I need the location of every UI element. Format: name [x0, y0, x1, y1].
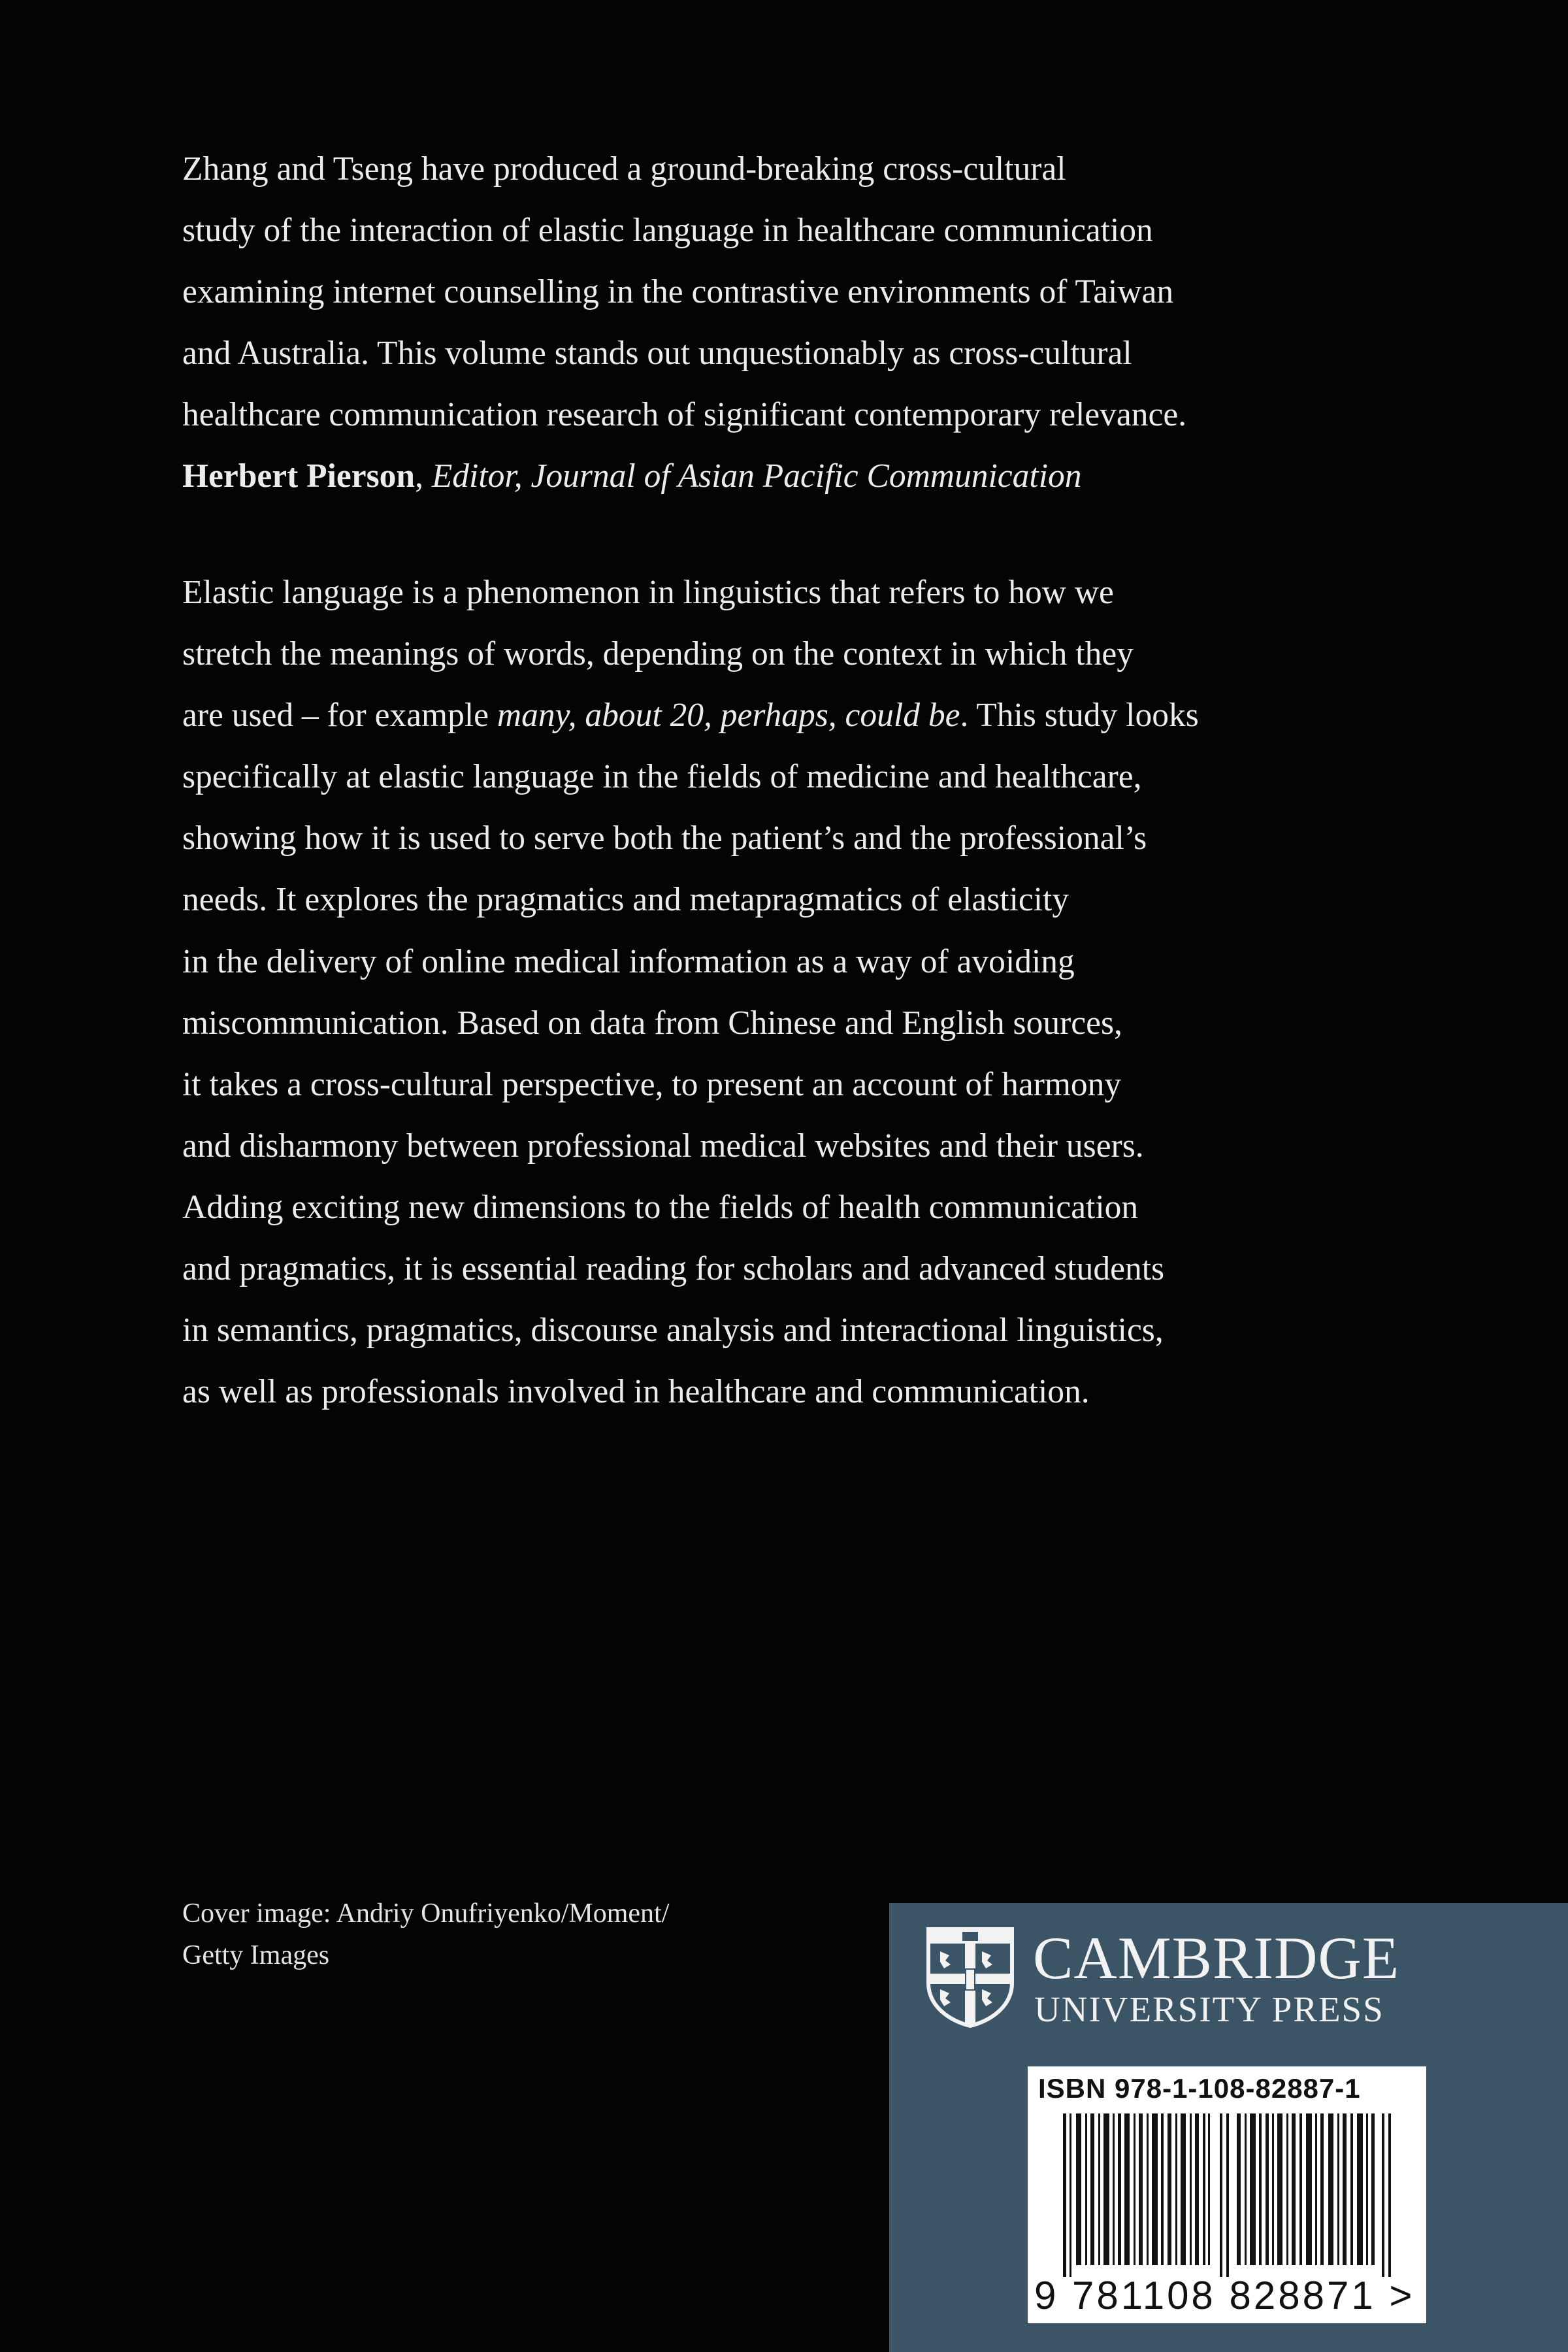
description-text: are used – for example: [182, 697, 497, 735]
book-description: [182, 562, 1397, 1423]
review-quote: [182, 139, 1397, 507]
credit-line: Getty Images: [182, 1940, 330, 1970]
reviewer-name: Herbert Pierson: [182, 457, 416, 495]
description-line: Adding exciting new dimensions to the fields of health communication: [182, 1188, 1139, 1226]
review-line: and Australia. This volume stands out unquestionably as cross-cultural: [182, 335, 1132, 372]
review-line: healthcare communication research of significant contemporary relevance.: [182, 396, 1187, 433]
barcode-bars: [1037, 2113, 1417, 2277]
description-line: it takes a cross-cultural perspective, to present an account of harmony: [182, 1065, 1122, 1103]
barcode-digits: 9 781108 828871 >: [1034, 2274, 1415, 2317]
description-line: needs. It explores the pragmatics and metapragmatics of elasticity: [182, 881, 1070, 919]
cambridge-crest-icon: [926, 1927, 1015, 2029]
isbn-barcode: [1028, 2066, 1426, 2323]
description-line: showing how it is used to serve both the patient’s and the professional’s: [182, 820, 1147, 857]
review-line: Zhang and Tseng have produced a ground-breaking cross-cultural: [182, 150, 1066, 188]
description-line: and pragmatics, it is essential reading for scholars and advanced students: [182, 1250, 1165, 1288]
review-line: examining internet counselling in the contrastive environments of Taiwan: [182, 273, 1174, 310]
description-line: in the delivery of online medical information as a way of avoiding: [182, 942, 1075, 980]
cover-image-credit: [182, 1893, 669, 1976]
review-attribution: Herbert Pierson, Editor, Journal of Asian Pacific Communication: [182, 457, 1082, 495]
description-line: specifically at elastic language in the fields of medicine and healthcare,: [182, 758, 1142, 796]
description-text: . This study looks: [960, 697, 1199, 735]
publisher-panel: [889, 1903, 1568, 2352]
credit-line: Cover image: Andriy Onufriyenko/Moment/: [182, 1898, 670, 1929]
elastic-examples: many, about 20, perhaps, could be: [497, 697, 960, 735]
publisher-subtitle: UNIVERSITY PRESS: [1034, 1989, 1384, 2029]
reviewer-role: Editor,: [431, 457, 523, 495]
isbn-label: ISBN 978-1-108-82887-1: [1038, 2073, 1361, 2104]
review-line: study of the interaction of elastic language in healthcare communication: [182, 212, 1153, 249]
reviewer-journal: Journal of Asian Pacific Communication: [531, 457, 1082, 495]
description-line: as well as professionals involved in healthcare and communication.: [182, 1373, 1090, 1411]
description-line: and disharmony between professional medical websites and their users.: [182, 1127, 1144, 1165]
description-line: miscommunication. Based on data from Chinese and English sources,: [182, 1004, 1122, 1042]
description-line: Elastic language is a phenomenon in linguistics that refers to how we: [182, 574, 1114, 611]
description-line: stretch the meanings of words, depending on the context in which they: [182, 635, 1134, 673]
description-line: in semantics, pragmatics, discourse analysis and interactional linguistics,: [182, 1312, 1164, 1350]
publisher-name: CAMBRIDGE: [1033, 1925, 1400, 1991]
description-line: [182, 685, 1397, 746]
